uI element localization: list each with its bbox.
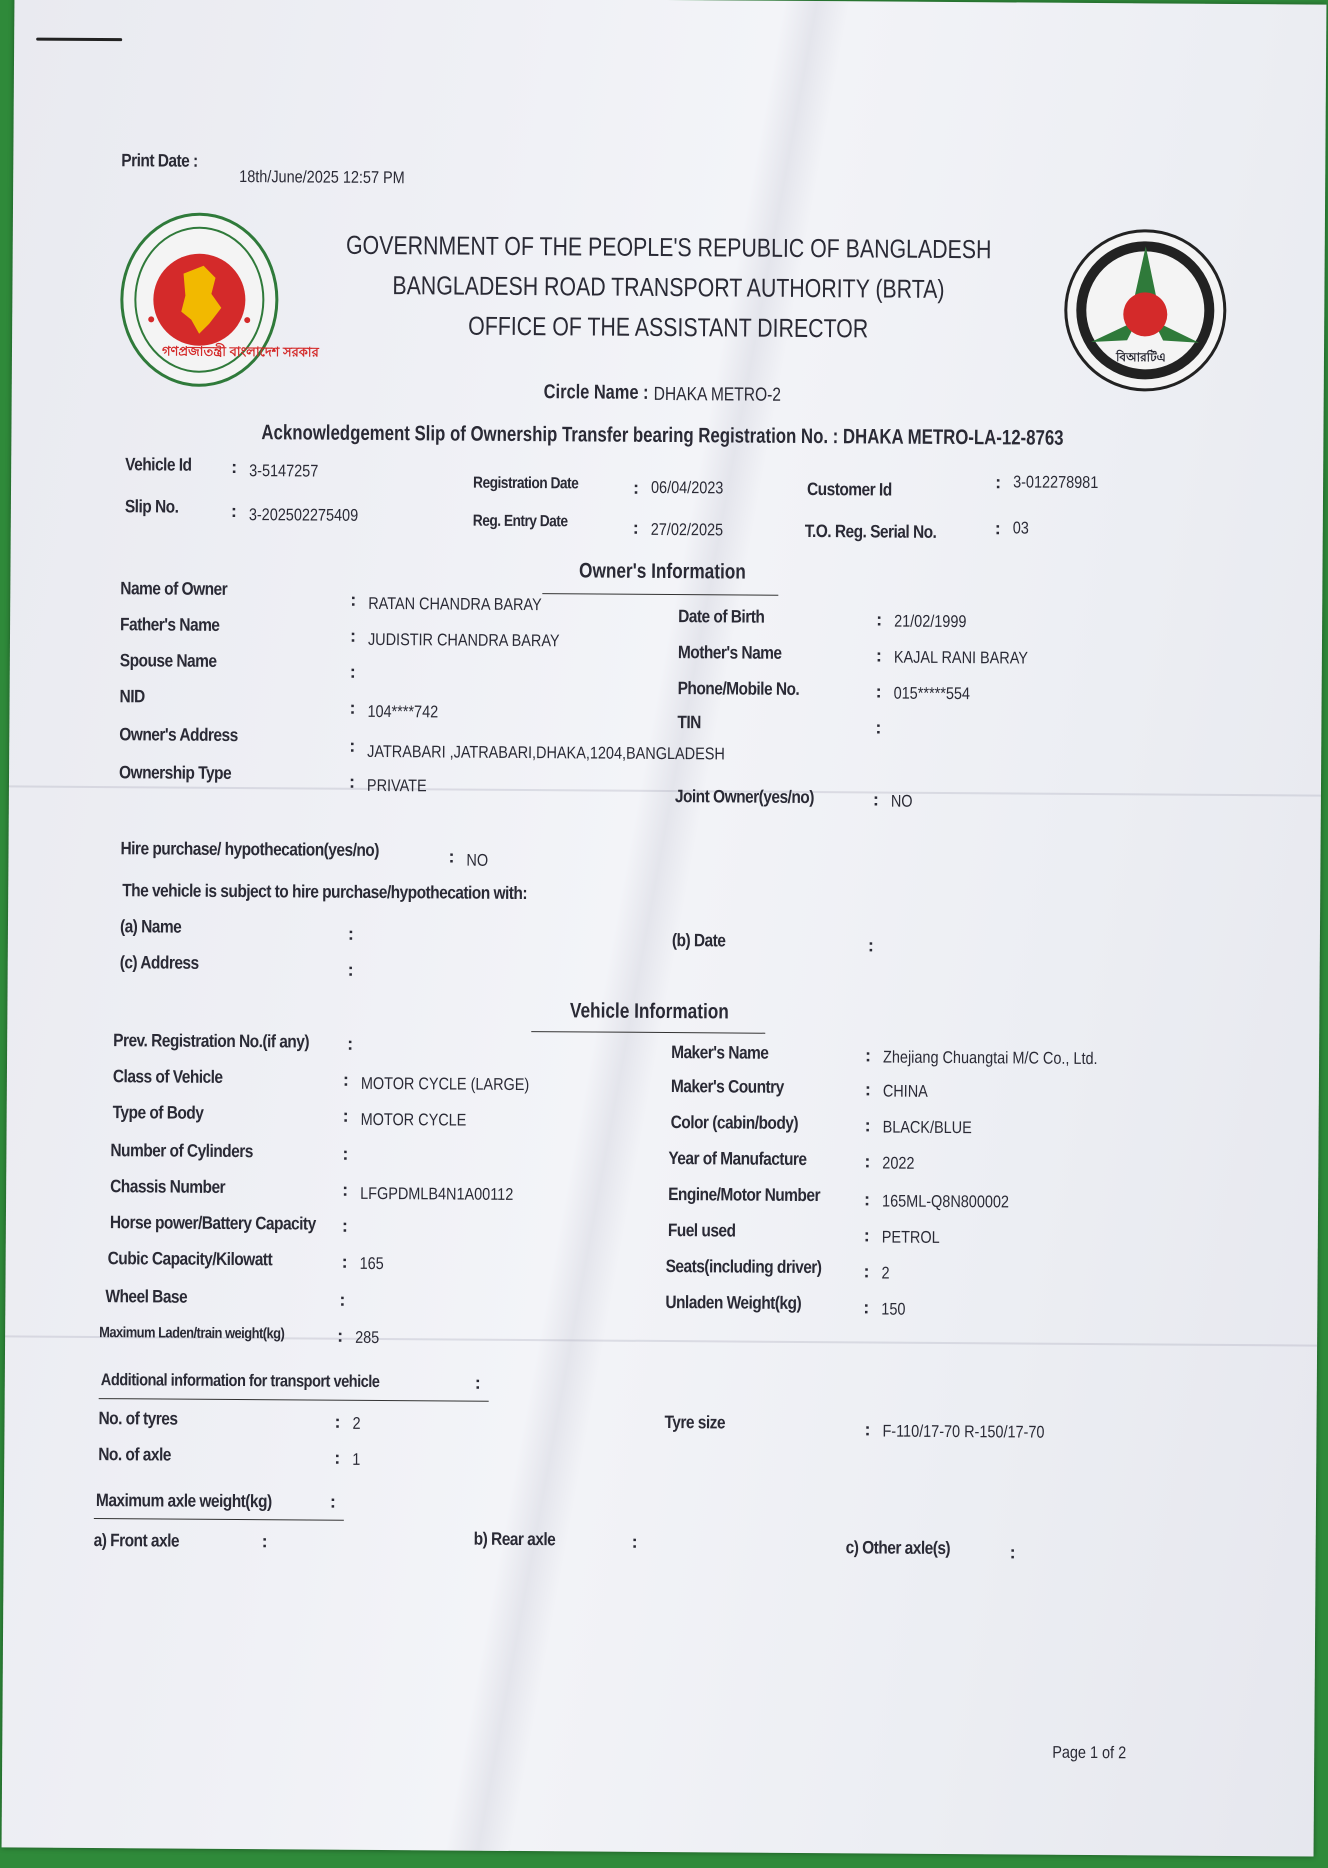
document-page: [2, 0, 1327, 1857]
circle-name-value: DHAKA METRO-2: [653, 383, 782, 406]
to-reg-serial-value: 03: [1012, 518, 1029, 538]
axle-count-value: 1: [352, 1449, 361, 1469]
colon: :: [864, 1189, 871, 1210]
colon: :: [864, 1419, 871, 1440]
colon: :: [863, 1261, 870, 1282]
colon: :: [230, 500, 237, 522]
section-underline: [99, 1398, 489, 1402]
colon: :: [875, 717, 882, 738]
slip-no-label: Slip No.: [124, 496, 179, 517]
reg-entry-date-value: 27/02/2025: [650, 519, 724, 540]
slip-title: Acknowledgement Slip of Ownership Transfer bearing Registration No. : DHAKA METRO-LA-12-8763: [261, 421, 1064, 450]
maker-country-value: CHINA: [882, 1081, 928, 1101]
vehicle-id-label: Vehicle Id: [125, 454, 192, 475]
colon: :: [349, 697, 356, 718]
unladen-weight-value: 150: [881, 1299, 906, 1319]
horse-power-label: Horse power/Battery Capacity: [109, 1212, 316, 1234]
colon: :: [342, 1069, 349, 1090]
print-date-label: Print Date :: [121, 150, 198, 171]
unladen-weight-label: Unladen Weight(kg): [665, 1292, 802, 1313]
engine-number-label: Engine/Motor Number: [668, 1184, 821, 1206]
colon: :: [994, 518, 1001, 539]
additional-info-title: Additional information for transport vehicle: [100, 1370, 380, 1392]
colon: :: [872, 789, 879, 810]
to-reg-serial-label: T.O. Reg. Serial No.: [804, 520, 937, 542]
colon: :: [474, 1372, 481, 1393]
other-axle-label: c) Other axle(s): [845, 1537, 951, 1559]
pen-mark: [36, 38, 122, 42]
colon: :: [864, 1151, 871, 1172]
colon: :: [865, 1045, 872, 1066]
colon: :: [632, 517, 639, 538]
section-underline: [531, 1031, 765, 1034]
seats-label: Seats(including driver): [665, 1256, 822, 1278]
colon: :: [864, 1115, 871, 1136]
seal-text: গণপ্রজাতন্ত্রী বাংলাদেশ সরকার: [161, 343, 319, 360]
header-line-3: OFFICE OF THE ASSISTANT DIRECTOR: [468, 310, 869, 344]
colon: :: [864, 1079, 871, 1100]
vehicle-section-title: Vehicle Information: [569, 999, 729, 1024]
colon: :: [349, 661, 356, 682]
phone-label: Phone/Mobile No.: [677, 678, 800, 699]
colon: :: [342, 1105, 349, 1126]
fuel-value: PETROL: [881, 1227, 940, 1247]
hire-name-label: (a) Name: [119, 916, 182, 937]
tyres-value: 2: [352, 1413, 361, 1433]
colon: :: [448, 846, 455, 867]
colon: :: [348, 771, 356, 792]
fuel-label: Fuel used: [667, 1220, 736, 1241]
maker-name-label: Maker's Name: [671, 1042, 769, 1063]
colon: :: [334, 1411, 341, 1432]
max-laden-value: 285: [355, 1327, 380, 1348]
body-type-value: MOTOR CYCLE: [360, 1109, 467, 1130]
print-date-value: 18th/June/2025 12:57 PM: [239, 167, 405, 188]
colon: :: [631, 1531, 638, 1552]
owner-address-value: JATRABARI ,JATRABARI,DHAKA,1204,BANGLADESH: [367, 741, 725, 764]
colon: :: [334, 1447, 341, 1468]
chassis-value: LFGPDMLB4N1A00112: [360, 1183, 514, 1204]
colon: :: [1009, 1542, 1016, 1563]
vehicle-class-value: MOTOR CYCLE (LARGE): [360, 1073, 530, 1095]
colon: :: [875, 681, 882, 702]
customer-id-label: Customer Id: [806, 478, 892, 500]
colon: :: [261, 1531, 268, 1552]
colon: :: [329, 1491, 337, 1512]
tin-label: TIN: [677, 712, 701, 733]
customer-id-value: 3-012278981: [1013, 472, 1099, 493]
colon: :: [632, 477, 640, 498]
joint-owner-value: NO: [890, 791, 913, 811]
colon: :: [867, 935, 874, 956]
maker-name-value: Zhejiang Chuangtai M/C Co., Ltd.: [883, 1047, 1098, 1069]
axle-count-label: No. of axle: [98, 1444, 171, 1465]
fold-line: [9, 785, 1321, 796]
colon: :: [863, 1225, 870, 1246]
colon: :: [339, 1289, 346, 1310]
colon: :: [349, 735, 356, 756]
tyre-size-value: F-110/17-70 R-150/17-70: [882, 1421, 1045, 1442]
manufacture-year-label: Year of Manufacture: [668, 1148, 807, 1170]
max-laden-label: Maximum Laden/train weight(kg): [99, 1324, 285, 1343]
prev-registration-label: Prev. Registration No.(if any): [113, 1030, 310, 1052]
vehicle-id-value: 3-5147257: [249, 461, 319, 481]
ownership-type-label: Ownership Type: [118, 762, 232, 783]
colon: :: [347, 1033, 354, 1054]
joint-owner-label: Joint Owner(yes/no): [674, 786, 814, 808]
phone-value: 015*****554: [893, 683, 971, 704]
manufacture-year-value: 2022: [882, 1153, 915, 1173]
owner-name-value: RATAN CHANDRA BARAY: [368, 593, 542, 615]
color-value: BLACK/BLUE: [882, 1117, 972, 1138]
hire-address-label: (c) Address: [119, 952, 199, 973]
page-number: Page 1 of 2: [1052, 1742, 1127, 1763]
owner-address-label: Owner's Address: [119, 724, 238, 746]
colon: :: [341, 1251, 348, 1272]
colon: :: [350, 589, 357, 610]
colon: :: [995, 472, 1002, 493]
reg-entry-date-label: Reg. Entry Date: [472, 512, 568, 531]
father-name-value: JUDISTIR CHANDRA BARAY: [367, 629, 560, 651]
colon: :: [876, 609, 883, 630]
colon: :: [875, 645, 882, 666]
front-axle-label: a) Front axle: [93, 1530, 180, 1551]
body-type-label: Type of Body: [112, 1102, 204, 1123]
ownership-type-value: PRIVATE: [366, 775, 427, 796]
engine-number-value: 165ML-Q8N800002: [882, 1191, 1010, 1212]
nid-label: NID: [119, 686, 145, 707]
hire-subject-text: The vehicle is subject to hire purchase/hypothecation with:: [122, 880, 528, 904]
hire-date-label: (b) Date: [671, 930, 726, 951]
colon: :: [231, 456, 238, 478]
max-axle-weight-title: Maximum axle weight(kg): [95, 1490, 272, 1512]
tyre-size-label: Tyre size: [664, 1412, 726, 1433]
dob-value: 21/02/1999: [894, 611, 967, 632]
circle-name-label: Circle Name :: [543, 381, 649, 404]
colon: :: [347, 923, 355, 944]
section-underline: [542, 593, 778, 596]
tyres-label: No. of tyres: [98, 1408, 178, 1429]
cubic-capacity-value: 165: [359, 1253, 384, 1274]
spouse-name-label: Spouse Name: [119, 650, 217, 671]
hire-purchase-label: Hire purchase/ hypothecation(yes/no): [120, 838, 379, 861]
header-line-1: GOVERNMENT OF THE PEOPLE'S REPUBLIC OF BANGLADESH: [345, 229, 992, 265]
chassis-label: Chassis Number: [110, 1176, 226, 1197]
colon: :: [347, 959, 354, 980]
vehicle-class-label: Class of Vehicle: [112, 1066, 223, 1087]
mother-name-value: KAJAL RANI BARAY: [893, 647, 1029, 668]
maker-country-label: Maker's Country: [670, 1076, 784, 1097]
seats-value: 2: [881, 1263, 890, 1283]
hire-purchase-value: NO: [466, 850, 489, 870]
rear-axle-label: b) Rear axle: [473, 1528, 556, 1550]
colon: :: [337, 1325, 344, 1346]
colon: :: [341, 1215, 348, 1236]
wheel-base-label: Wheel Base: [105, 1286, 188, 1307]
header-line-2: BANGLADESH ROAD TRANSPORT AUTHORITY (BRTA): [392, 270, 945, 304]
registration-date-value: 06/04/2023: [650, 477, 724, 498]
colon: :: [349, 625, 357, 646]
mother-name-label: Mother's Name: [677, 642, 782, 663]
colon: :: [342, 1143, 349, 1164]
dob-label: Date of Birth: [678, 606, 765, 627]
owner-section-title: Owner's Information: [579, 559, 746, 584]
registration-date-label: Registration Date: [473, 474, 579, 493]
slip-no-value: 3-202502275409: [248, 505, 359, 525]
color-label: Color (cabin/body): [670, 1112, 799, 1133]
colon: :: [342, 1179, 349, 1200]
colon: :: [863, 1297, 870, 1318]
cylinders-label: Number of Cylinders: [110, 1140, 253, 1162]
cubic-capacity-label: Cubic Capacity/Kilowatt: [107, 1248, 273, 1270]
owner-name-label: Name of Owner: [120, 578, 228, 599]
nid-value: 104****742: [367, 701, 439, 722]
brta-logo-text: বিআরটিএ: [1115, 350, 1166, 365]
section-underline: [94, 1518, 344, 1521]
father-name-label: Father's Name: [120, 614, 220, 635]
